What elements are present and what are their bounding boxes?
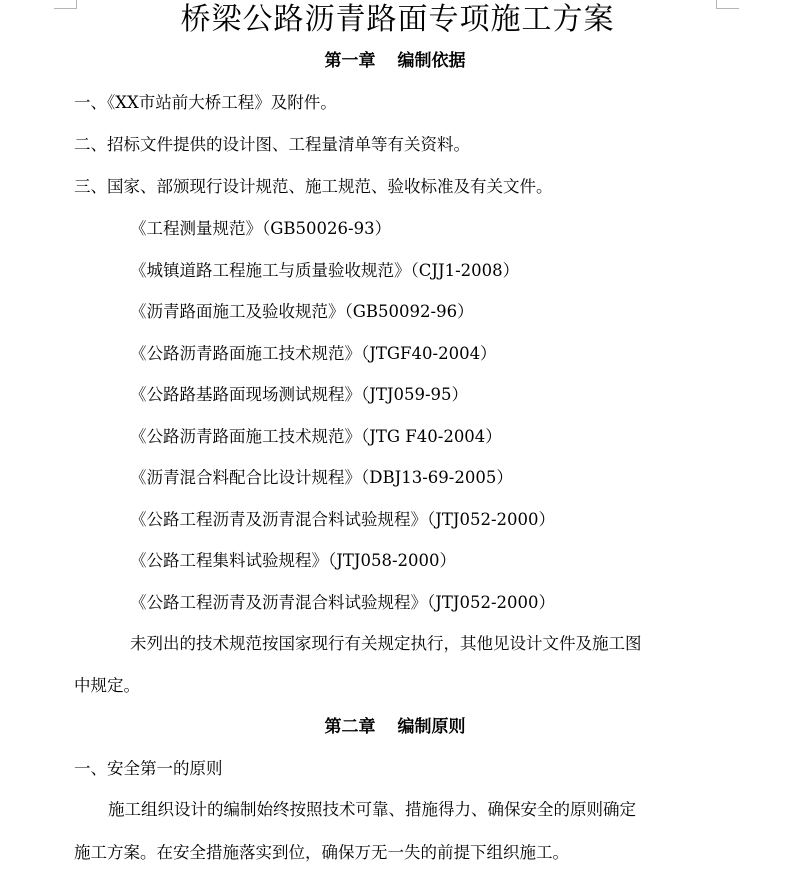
chapter-2-name: 编制原则 xyxy=(397,717,466,737)
standard-item: 《公路工程集料试验规程》（JTJ058-2000） xyxy=(130,551,457,570)
note-paragraph-line: 未列出的技术规范按国家现行有关规定执行，其他见设计文件及施工图 xyxy=(130,634,642,653)
principle-paragraph-line: 施工方案。在安全措施落实到位，确保万无一失的前提下组织施工。 xyxy=(74,843,569,862)
standard-item: 《公路工程沥青及沥青混合料试验规程》（JTJ052-2000） xyxy=(130,593,556,612)
principle-paragraph-line: 施工组织设计的编制始终按照技术可靠、措施得力、确保安全的原则确定 xyxy=(108,800,636,819)
standard-item: 《工程测量规范》（GB50026-93） xyxy=(130,219,392,238)
chapter-1-heading xyxy=(0,49,790,73)
standard-item: 《公路沥青路面施工技术规范》（JTG F40-2004） xyxy=(130,427,502,446)
chapter-1-label: 第一章 xyxy=(324,51,376,71)
principle-heading: 一、安全第一的原则 xyxy=(74,759,223,778)
note-paragraph-line: 中规定。 xyxy=(74,676,140,695)
chapter-2-label: 第二章 xyxy=(324,717,376,737)
standard-item: 《公路工程沥青及沥青混合料试验规程》（JTJ052-2000） xyxy=(130,510,556,529)
basis-item: 一、《XX市站前大桥工程》及附件。 xyxy=(74,93,337,112)
chapter-2-heading xyxy=(0,715,790,739)
document-title: 桥梁公路沥青路面专项施工方案 xyxy=(180,2,615,37)
basis-item: 三、国家、部颁现行设计规范、施工规范、验收标准及有关文件。 xyxy=(74,177,553,196)
standard-item: 《沥青混合料配合比设计规程》（DBJ13-69-2005） xyxy=(130,468,513,487)
standard-item: 《沥青路面施工及验收规范》（GB50092-96） xyxy=(130,302,474,321)
standard-item: 《公路沥青路面施工技术规范》（JTGF40-2004） xyxy=(130,344,497,363)
basis-item: 二、招标文件提供的设计图、工程量清单等有关资料。 xyxy=(74,135,470,154)
chapter-1-name: 编制依据 xyxy=(397,51,466,71)
standard-item: 《城镇道路工程施工与质量验收规范》（CJJ1-2008） xyxy=(130,261,520,280)
standard-item: 《公路路基路面现场测试规程》（JTJ059-95） xyxy=(130,385,469,404)
